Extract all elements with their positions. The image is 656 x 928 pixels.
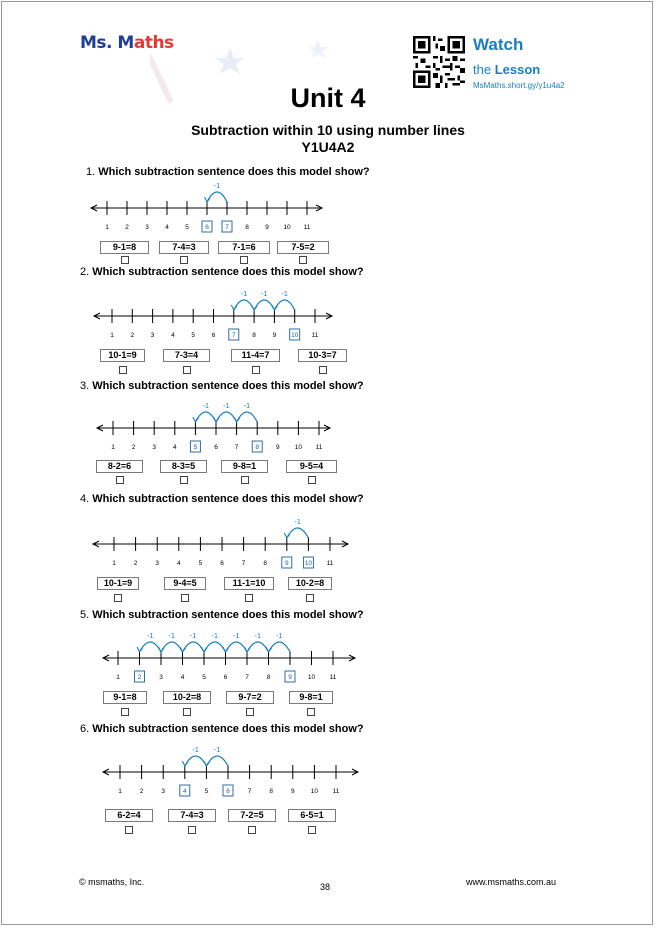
answer-option: 7-4=3: [168, 809, 216, 822]
answer-option: 9-8=1: [221, 460, 268, 473]
tick-label: 11: [315, 444, 323, 451]
tick-label: 8: [252, 332, 256, 339]
tick-label: 7: [241, 560, 246, 567]
tick-label: 9: [284, 560, 289, 567]
tick-label: 2: [137, 674, 142, 681]
lesson-short-url[interactable]: MsMaths.short.gy/y1u4a2: [473, 81, 565, 90]
tick-label: 11: [329, 674, 337, 681]
jump-label: -1: [254, 631, 262, 640]
tick-label: 11: [303, 224, 311, 231]
answer-option: 8-3=5: [160, 460, 207, 473]
tick-label: 7: [247, 788, 252, 795]
answer-option: 9-4=5: [164, 577, 206, 590]
answer-option: 7-4=3: [159, 241, 209, 254]
tick-label: 2: [125, 224, 129, 231]
tick-label: 6: [214, 444, 218, 451]
tick-label: 10: [310, 788, 319, 795]
tick-label: 2: [131, 444, 136, 451]
question-number: 5.: [80, 609, 93, 621]
answer-checkbox[interactable]: [308, 826, 316, 834]
answer-option: 10-3=7: [298, 349, 347, 362]
question-number: 4.: [80, 493, 93, 505]
tick-label: 7: [245, 674, 249, 681]
jump-label: -1: [146, 631, 154, 640]
tick-label: 9: [272, 332, 277, 339]
answer-option: 7-1=6: [218, 241, 270, 254]
answer-option: 9-1=8: [100, 241, 149, 254]
tick-label: 5: [191, 332, 196, 339]
answer-option: 9-5=4: [286, 460, 337, 473]
footer-website[interactable]: www.msmaths.com.au: [466, 877, 557, 887]
jump-label: -1: [189, 631, 197, 640]
tick-label: 10: [291, 332, 299, 339]
brand-logo: Ms. Maths: [80, 33, 174, 53]
jump-label: -1: [240, 289, 248, 298]
answer-option: 10-1=9: [97, 577, 139, 590]
tick-label: 3: [150, 332, 155, 339]
jump-arc: [185, 756, 207, 766]
jump-label: -1: [213, 745, 221, 754]
tick-label: 2: [130, 332, 135, 339]
tick-label: 11: [332, 788, 340, 795]
tick-label: 4: [165, 224, 169, 231]
tick-label: 2: [133, 560, 138, 567]
jump-label: -1: [192, 745, 199, 754]
tick-label: 4: [180, 674, 185, 681]
tick-label: 1: [116, 674, 120, 681]
question-number: 1.: [86, 166, 99, 178]
tick-label: 6: [223, 674, 228, 681]
answer-option: 7-2=5: [228, 809, 276, 822]
answer-option: 10-2=8: [163, 691, 211, 704]
question-text: Which subtraction sentence does this model show?: [92, 266, 364, 278]
question-text: Which subtraction sentence does this model show?: [92, 723, 364, 735]
tick-label: 10: [304, 560, 313, 567]
jump-label: -1: [243, 401, 251, 410]
answer-checkbox[interactable]: [188, 826, 196, 834]
tick-label: 6: [211, 332, 216, 339]
lesson-subtitle: Subtraction within 10 using number lines: [191, 122, 465, 138]
answer-option: 9-1=8: [103, 691, 147, 704]
answer-option: 7-5=2: [277, 241, 329, 254]
tick-label: 10: [294, 444, 303, 451]
answer-checkbox[interactable]: [248, 826, 256, 834]
answer-option: 10-1=9: [100, 349, 145, 362]
jump-label: -1: [294, 517, 301, 526]
tick-label: 3: [159, 674, 163, 681]
tick-label: 6: [226, 788, 230, 795]
watch-lesson-heading: Watch: [473, 35, 524, 54]
question-number: 3.: [80, 380, 93, 392]
tick-label: 2: [139, 788, 144, 795]
lesson-code: Y1U4A2: [301, 139, 355, 155]
answer-checkbox[interactable]: [125, 826, 133, 834]
tick-label: 3: [152, 444, 157, 451]
tick-label: 1: [118, 788, 122, 795]
tick-label: 9: [265, 224, 269, 231]
tick-label: 6: [220, 560, 224, 567]
question-text: Which subtraction sentence does this model show?: [98, 166, 370, 178]
jump-label: -1: [202, 401, 210, 410]
jump-arc: [206, 756, 228, 766]
jump-label: -1: [168, 631, 176, 640]
watch-lesson-subheading: the Lesson: [473, 62, 541, 77]
question-number: 6.: [80, 723, 93, 735]
jump-label: -1: [211, 631, 219, 640]
tick-label: 4: [176, 560, 181, 567]
tick-label: 9: [288, 674, 292, 681]
answer-option: 11-1=10: [224, 577, 274, 590]
jump-label: -1: [213, 181, 221, 190]
tick-label: 3: [145, 224, 149, 231]
jump-label: -1: [281, 289, 288, 298]
tick-label: 1: [112, 560, 116, 567]
tick-label: 6: [205, 224, 209, 231]
tick-label: 3: [155, 560, 160, 567]
answer-option: 7-3=4: [163, 349, 210, 362]
tick-label: 1: [111, 444, 115, 451]
answer-option: 9-7=2: [226, 691, 274, 704]
tick-label: 10: [283, 224, 291, 231]
tick-label: 4: [182, 788, 187, 795]
tick-label: 9: [275, 444, 280, 451]
tick-label: 11: [311, 332, 319, 339]
answer-option: 10-2=8: [288, 577, 332, 590]
tick-label: 5: [193, 444, 198, 451]
tick-label: 8: [245, 224, 249, 231]
tick-label: 4: [171, 332, 175, 339]
tick-label: 8: [266, 674, 271, 681]
jump-label: -1: [260, 289, 268, 298]
tick-label: 7: [234, 444, 239, 451]
tick-label: 5: [198, 560, 203, 567]
tick-label: 9: [290, 788, 295, 795]
answer-option: 9-8=1: [289, 691, 333, 704]
answer-option: 8-2=6: [96, 460, 143, 473]
footer-page-number: 38: [320, 882, 331, 892]
tick-label: 7: [231, 332, 236, 339]
tick-label: 5: [202, 674, 206, 681]
tick-label: 8: [255, 444, 260, 451]
question-text: Which subtraction sentence does this model show?: [92, 380, 364, 392]
question-number: 2.: [80, 266, 93, 278]
jump-label: -1: [232, 631, 240, 640]
answer-option: 6-5=1: [288, 809, 336, 822]
jump-label: -1: [222, 401, 230, 410]
question-text: Which subtraction sentence does this model show?: [92, 493, 364, 505]
footer-copyright: © msmaths, Inc.: [79, 877, 145, 887]
tick-label: 11: [326, 560, 334, 567]
tick-label: 3: [161, 788, 166, 795]
tick-label: 1: [105, 224, 109, 231]
tick-label: 7: [225, 224, 229, 231]
tick-label: 5: [204, 788, 209, 795]
answer-option: 6-2=4: [105, 809, 153, 822]
jump-label: -1: [275, 631, 283, 640]
question-text: Which subtraction sentence does this model show?: [92, 609, 364, 621]
tick-label: 8: [263, 560, 268, 567]
tick-label: 1: [110, 332, 114, 339]
answer-option: 11-4=7: [231, 349, 280, 362]
tick-label: 4: [172, 444, 177, 451]
tick-label: 8: [269, 788, 274, 795]
tick-label: 10: [307, 674, 316, 681]
unit-title: Unit 4: [290, 83, 366, 113]
tick-label: 5: [185, 224, 189, 231]
